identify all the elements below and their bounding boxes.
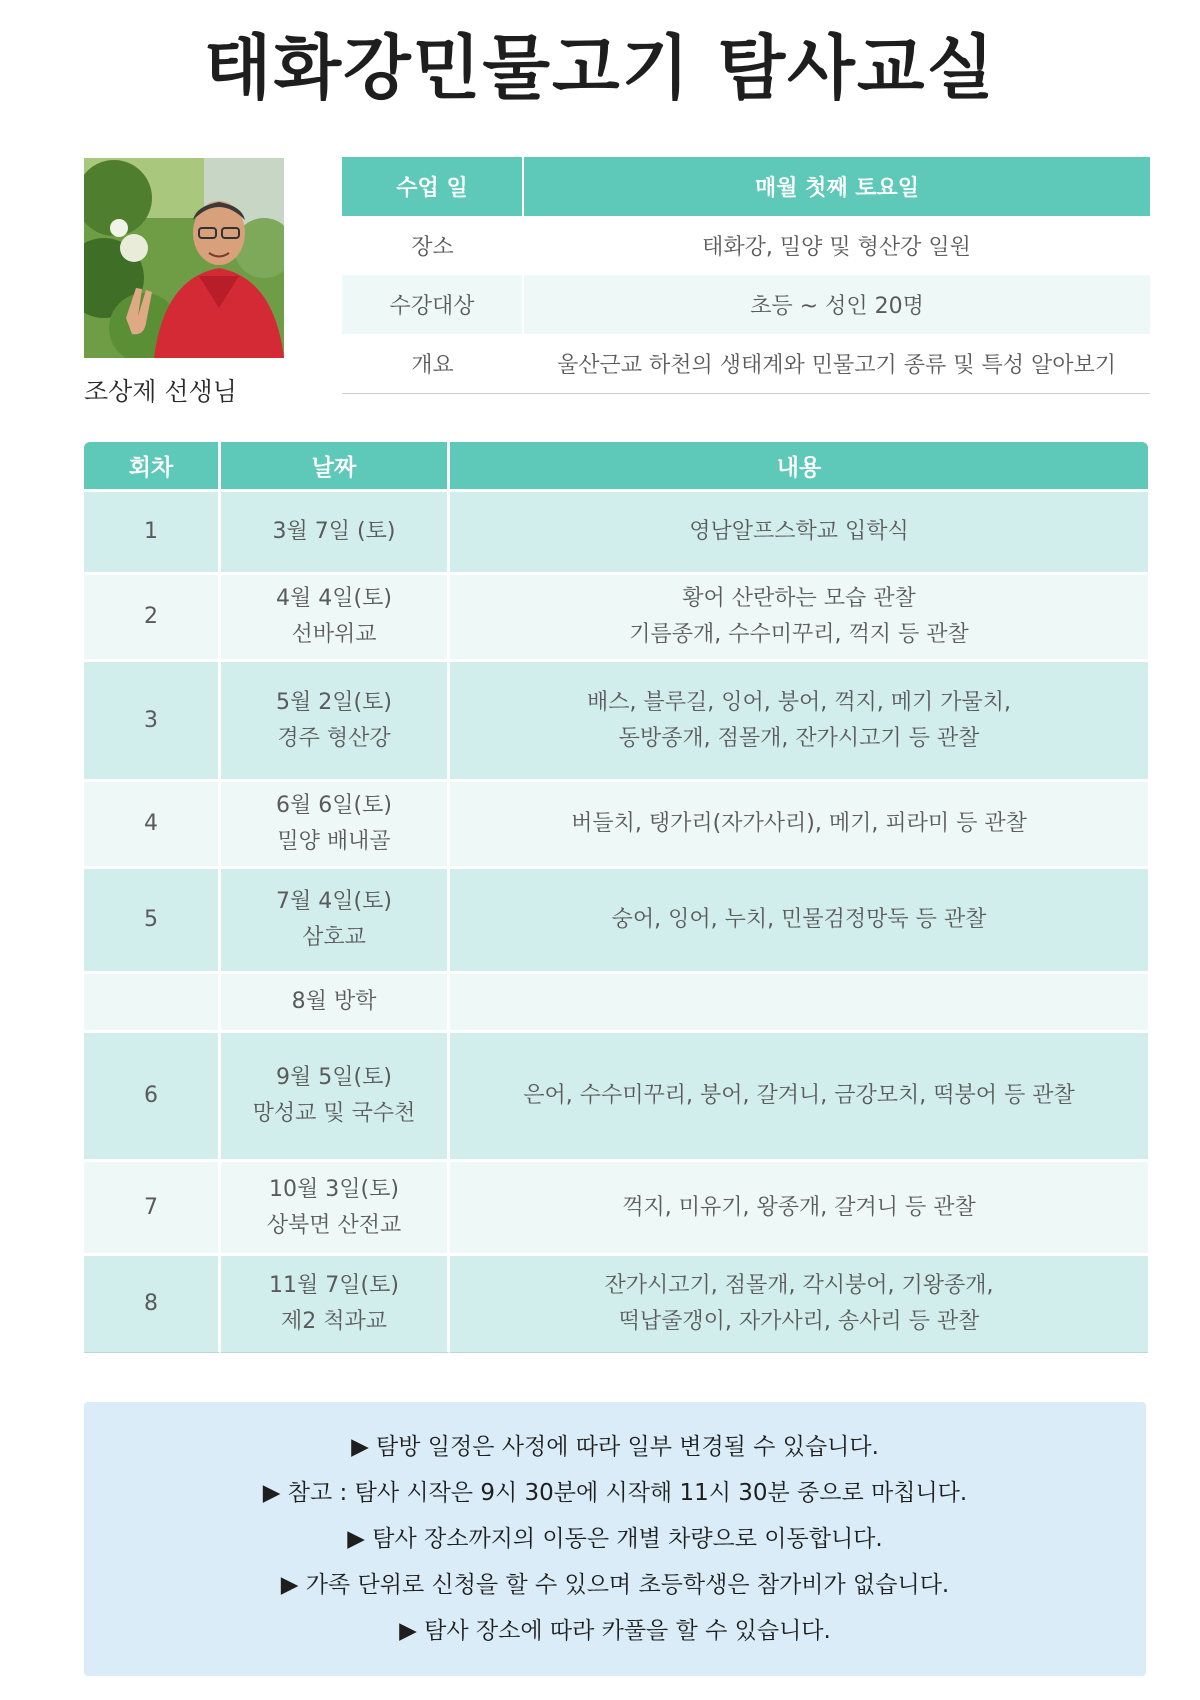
schedule-header-row [84, 442, 1148, 492]
session-location-line: 제2 척과교 [281, 1309, 387, 1334]
info-value: 울산근교 하천의 생태계와 민물고기 종류 및 특성 알아보기 [523, 334, 1150, 394]
session-number: 6 [84, 1033, 221, 1162]
session-date [221, 492, 450, 575]
table-row [84, 662, 1148, 782]
table-row [84, 492, 1148, 575]
table-row [84, 974, 1148, 1033]
session-location-line: 상북면 산전교 [266, 1212, 402, 1238]
session-content [450, 1162, 1148, 1256]
note-line: ▶ 가족 단위로 신청을 할 수 있으며 초등학생은 참가비가 없습니다. [280, 1572, 950, 1598]
session-content-line: 꺽지, 미유기, 왕종개, 갈겨니 등 관찰 [622, 1194, 976, 1220]
session-content [450, 492, 1148, 575]
table-row [84, 1033, 1148, 1162]
teacher-photo-image [84, 158, 284, 358]
session-date [221, 1162, 450, 1256]
session-date-line: 10월 3일(토) [269, 1176, 399, 1202]
info-label: 개요 [342, 334, 523, 394]
info-row [342, 216, 1150, 275]
notes-box [84, 1402, 1146, 1676]
session-date-line: 3월 7일 (토) [272, 519, 396, 544]
info-row [342, 334, 1150, 394]
info-value: 초등 ~ 성인 20명 [523, 275, 1150, 334]
info-row [342, 157, 1150, 216]
session-date [221, 575, 450, 662]
column-header-session: 회차 [84, 442, 221, 492]
info-value: 태화강, 밀양 및 형산강 일원 [702, 235, 971, 260]
session-content-line: 떡납줄갱이, 자가사리, 송사리 등 관찰 [618, 1309, 980, 1334]
session-content-line: 숭어, 잉어, 누치, 민물검정망둑 등 관찰 [611, 907, 987, 932]
table-row [84, 869, 1148, 974]
session-content-line: 기름종개, 수수미꾸리, 꺽지 등 관찰 [629, 622, 969, 647]
info-label: 수업 일 [342, 157, 523, 216]
session-date-line: 4월 4일(토) [276, 586, 392, 611]
session-content-line: 잔가시고기, 점몰개, 각시붕어, 기왕종개, [604, 1273, 994, 1298]
session-number [84, 974, 221, 1033]
session-content [450, 662, 1148, 782]
session-content [450, 782, 1148, 869]
table-row [84, 575, 1148, 662]
teacher-name: 조상제 선생님 [84, 377, 237, 406]
session-number: 3 [84, 662, 221, 782]
session-content [450, 974, 1148, 1033]
note-line: ▶ 참고 : 탐사 시작은 9시 30분에 시작해 11시 30분 중으로 마칩니다. [262, 1480, 968, 1506]
table-row [84, 1162, 1148, 1256]
session-content [450, 1256, 1148, 1353]
session-content-line: 동방종개, 점몰개, 잔가시고기 등 관찰 [618, 725, 980, 751]
note-line: ▶ 탐사 장소까지의 이동은 개별 차량으로 이동합니다. [347, 1526, 883, 1552]
session-location-line: 밀양 배내골 [277, 829, 391, 854]
note-line: ▶ 탐사 장소에 따라 카풀을 할 수 있습니다. [399, 1618, 831, 1644]
session-date-line: 8월 방학 [291, 989, 377, 1014]
session-date-line: 11월 7일(토) [269, 1273, 399, 1298]
session-location-line: 선바위교 [291, 622, 377, 647]
session-date [221, 662, 450, 782]
session-date-line: 7월 4일(토) [276, 889, 392, 914]
teacher-photo [84, 158, 284, 358]
session-date [221, 974, 450, 1033]
session-content-line: 영남알프스학교 입학식 [689, 519, 909, 544]
page-title: 태화강민물고기 탐사교실 [203, 27, 997, 109]
table-row [84, 1256, 1148, 1353]
session-number: 5 [84, 869, 221, 974]
session-date [221, 1256, 450, 1353]
session-content-line: 버들치, 탱가리(자가사리), 메기, 피라미 등 관찰 [571, 811, 1027, 836]
table-row [84, 782, 1148, 869]
info-value: 매월 첫째 토요일 [523, 157, 1150, 216]
class-info-table [342, 157, 1150, 394]
session-date-line: 5월 2일(토) [276, 689, 392, 715]
column-header-date: 날짜 [221, 442, 450, 492]
session-content-line: 배스, 블루길, 잉어, 붕어, 꺽지, 메기 가물치, [587, 689, 1011, 715]
session-date [221, 782, 450, 869]
info-row [342, 275, 1150, 334]
info-label: 수강대상 [342, 275, 523, 334]
session-location-line: 삼호교 [302, 925, 366, 950]
session-location-line: 망성교 및 국수천 [252, 1101, 416, 1126]
session-date-line: 6월 6일(토) [276, 793, 392, 818]
session-number: 1 [84, 492, 221, 575]
note-line: ▶ 탐방 일정은 사정에 따라 일부 변경될 수 있습니다. [351, 1434, 879, 1460]
session-number: 8 [84, 1256, 221, 1353]
session-content [450, 869, 1148, 974]
session-content [450, 575, 1148, 662]
session-number: 4 [84, 782, 221, 869]
session-number: 2 [84, 575, 221, 662]
session-date [221, 1033, 450, 1162]
session-number: 7 [84, 1162, 221, 1256]
session-content-line: 은어, 수수미꾸리, 붕어, 갈겨니, 금강모치, 떡붕어 등 관찰 [523, 1083, 1075, 1108]
session-content [450, 1033, 1148, 1162]
schedule-table [84, 442, 1148, 1353]
session-location-line: 경주 형산강 [277, 725, 391, 751]
session-content-line: 황어 산란하는 모습 관찰 [682, 586, 916, 611]
info-label: 장소 [411, 235, 454, 260]
session-date [221, 869, 450, 974]
session-date-line: 9월 5일(토) [276, 1065, 392, 1090]
column-header-content: 내용 [450, 442, 1148, 492]
